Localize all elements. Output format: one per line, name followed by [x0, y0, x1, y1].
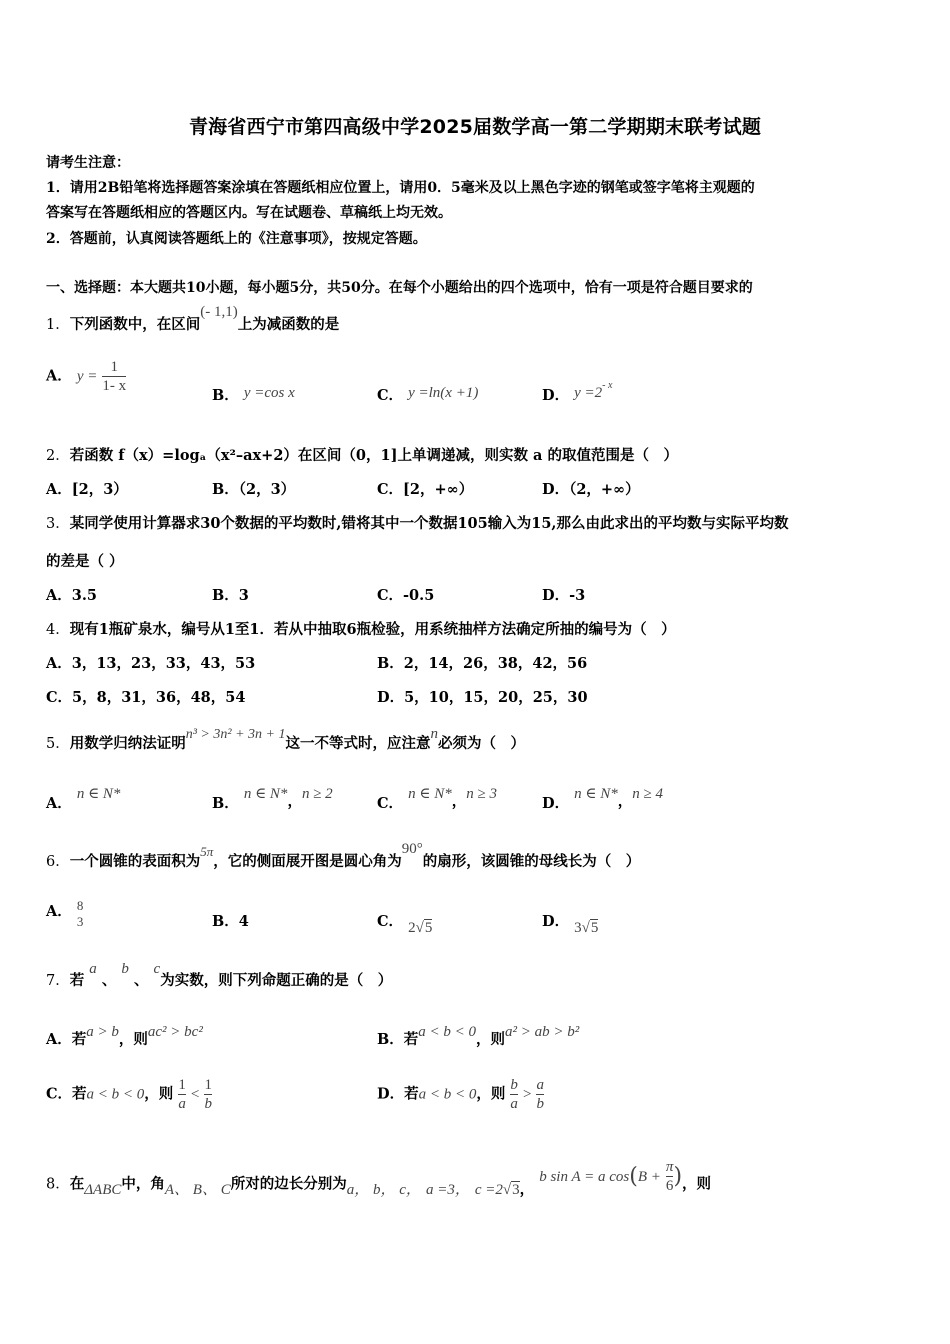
- question-text: 必须为（ ）: [437, 735, 525, 752]
- option-label: D．: [542, 795, 570, 812]
- variable-n: n: [430, 726, 438, 742]
- option-math: n ∈ N*: [76, 786, 121, 802]
- question-3: [46, 512, 788, 533]
- side-a-math: a =3，: [425, 1181, 470, 1198]
- option-label: D．: [542, 387, 570, 404]
- option-label: A．: [46, 367, 72, 385]
- question-4: [46, 618, 676, 639]
- option-label: B．: [212, 387, 239, 404]
- question-text: ，则: [682, 1175, 712, 1193]
- denominator: a: [178, 1096, 186, 1112]
- separator: ，: [287, 793, 302, 810]
- page-title: 青海省西宁市第四高级中学2025届数学高一第二学期期末联考试题: [188, 116, 762, 138]
- option-label: C．若: [46, 1085, 87, 1103]
- exponent: - x: [602, 380, 613, 392]
- question-8: 8．在ΔABC中，角A、 B、 C所对的边长分别为a， b， c， a =3， c =2√3， b sin A = a cos(B + $\frac{\pi}{6}$ )，则: [46, 1159, 712, 1198]
- option-math: n ≥ 2: [301, 786, 333, 802]
- section-heading: 一、选择题：本大题共10小题，每小题5分，共50分。在每个小题给出的四个选项中，恰有一项是符合题目要求的: [46, 280, 753, 296]
- question-6: [46, 841, 641, 871]
- q3-option-b: B．3: [212, 587, 249, 604]
- question-7: [46, 961, 393, 990]
- notes-item-1-line-1: 1．请用2B铅笔将选择题答案涂填在答题纸相应位置上，请用0．5毫米及以上黑色字迹的钢笔或签字笔将主观题的: [46, 180, 755, 196]
- q6-option-a: [46, 898, 83, 930]
- fraction: [536, 1076, 544, 1113]
- option-label: C．: [377, 795, 404, 812]
- q6-option-c: C． 2√5: [377, 913, 433, 936]
- fraction: [510, 1076, 518, 1113]
- option-math: n ≥ 4: [632, 786, 663, 802]
- option-text: ，则: [476, 1031, 506, 1048]
- option-label: A．若: [46, 1031, 87, 1048]
- question-text: 的扇形，该圆锥的母线长为（ ）: [422, 853, 641, 870]
- question-text: 一个圆锥的表面积为: [69, 853, 201, 870]
- option-math: y =cos x: [243, 385, 295, 401]
- question-text: 这一不等式时，应注意: [285, 735, 431, 752]
- option-math: n ∈ N*: [408, 786, 452, 802]
- denominator: a: [510, 1096, 518, 1112]
- question-number: 1．: [46, 317, 70, 333]
- equation-math: b sin A = a cos: [539, 1168, 630, 1185]
- option-math: y =ln(x +1): [408, 385, 479, 401]
- interval-math: (- 1,1): [200, 304, 238, 320]
- option-math: y =2: [574, 385, 603, 401]
- numerator: b: [510, 1077, 518, 1093]
- question-3-line-2: 的差是（ ）: [46, 553, 124, 570]
- numerator: 1: [178, 1077, 186, 1093]
- q4-option-d: D．5，10，15，20，25，30: [377, 689, 588, 706]
- triangle-math: ΔABC: [84, 1181, 122, 1198]
- q2-option-b: B．（2，3）: [212, 481, 296, 498]
- question-text: 下列函数中，在区间: [69, 316, 201, 333]
- notes-item-1-line-2: 答案写在答题纸相应的答题区内。写在试题卷、草稿纸上均无效。: [46, 205, 452, 221]
- question-number: 4．: [46, 622, 70, 638]
- sides-math: a， b， c，: [346, 1181, 421, 1198]
- option-text: ，则: [144, 1085, 174, 1103]
- question-text: 现有1瓶矿泉水，编号从1至1．若从中抽取6瓶检验，用系统抽样方法确定所抽的编号为（ ）: [69, 621, 676, 638]
- option-label: C．: [377, 387, 404, 404]
- question-text: 某同学使用计算器求30个数据的平均数时,错将其中一个数据105输入为15,那么由此求出的平均数与实际平均数: [69, 515, 789, 532]
- question-number: 8．: [46, 1176, 70, 1193]
- option-label: C．: [377, 913, 404, 930]
- condition-math: a < b < 0: [418, 1086, 477, 1103]
- numerator: a: [536, 1077, 544, 1093]
- result-math: ac² > bc²: [147, 1024, 203, 1040]
- question-text: 用数学归纳法证明: [69, 735, 186, 752]
- option-math: y =: [76, 368, 98, 385]
- question-text: 上为减函数的是: [237, 316, 340, 333]
- variable-a: a: [89, 961, 97, 977]
- radicand: 3: [512, 1181, 520, 1198]
- q7-option-a: [46, 1024, 203, 1049]
- q7-option-c: [46, 1076, 212, 1113]
- q6-option-d: D． 3√5: [542, 913, 599, 936]
- inequality-math: n³ > 3n² + 3n + 1: [185, 727, 286, 742]
- question-text: 所对的边长分别为: [230, 1175, 347, 1193]
- option-label: D．若: [377, 1085, 419, 1103]
- condition-math: a < b < 0: [86, 1086, 145, 1103]
- relation: >: [522, 1086, 532, 1103]
- denominator: 6: [665, 1178, 674, 1194]
- numerator: 1: [110, 359, 119, 375]
- numerator: 8: [76, 898, 84, 913]
- result-math: a² > ab > b²: [505, 1024, 580, 1040]
- fraction: [77, 898, 84, 930]
- question-number: 3．: [46, 516, 70, 532]
- q4-option-b: B．2，14，26，38，42，56: [377, 655, 588, 672]
- condition-math: a < b < 0: [418, 1024, 477, 1040]
- separator: ，: [617, 793, 633, 810]
- variable-b: b: [121, 961, 129, 977]
- radicand: 5: [590, 920, 599, 936]
- question-number: 5．: [46, 736, 70, 752]
- question-number: 2．: [46, 448, 70, 464]
- q1-option-c: [377, 384, 478, 405]
- relation: <: [190, 1086, 200, 1103]
- separator: 、: [133, 972, 149, 989]
- q2-option-c: C．[2，+∞）: [377, 481, 474, 498]
- separator: ，: [451, 793, 467, 810]
- option-text: ，则: [476, 1085, 506, 1103]
- q7-option-d: [377, 1076, 544, 1113]
- separator: 、: [101, 972, 117, 989]
- denominator: b: [204, 1096, 212, 1112]
- q7-option-b: [377, 1024, 580, 1049]
- q6-option-b: B．4: [212, 913, 249, 930]
- q5-option-a: [46, 782, 121, 812]
- variable-c: c: [153, 961, 161, 977]
- q5-option-c: [377, 782, 497, 812]
- notes-header: 请考生注意：: [46, 155, 130, 171]
- question-number: 7．: [46, 973, 70, 989]
- numerator: 1: [204, 1077, 212, 1093]
- separator: ，: [519, 1180, 535, 1198]
- question-text: 中，角: [121, 1175, 165, 1193]
- option-label: D．: [542, 913, 570, 930]
- q5-option-d: [542, 782, 663, 812]
- option-label: B．: [212, 795, 239, 812]
- numerator: π: [665, 1159, 674, 1175]
- condition-math: a > b: [86, 1024, 119, 1040]
- option-math: n ∈ N*: [243, 786, 288, 802]
- fraction: [178, 1076, 186, 1113]
- side-c-math: c =2: [474, 1181, 503, 1198]
- q1-option-d: [542, 380, 613, 405]
- question-2: [46, 444, 678, 465]
- q3-option-d: D．-3: [542, 587, 586, 604]
- q5-option-b: [212, 782, 333, 812]
- radicand: 5: [424, 920, 433, 936]
- coefficient: 3: [574, 920, 582, 936]
- question-text: 为实数，则下列命题正确的是（ ）: [160, 972, 393, 989]
- question-text: 若: [69, 972, 85, 989]
- question-1: [46, 304, 340, 334]
- coefficient: 2: [408, 920, 416, 936]
- q4-option-a: A．3，13，23，33，43，53: [46, 655, 256, 672]
- equation-math: B +: [637, 1168, 661, 1185]
- question-text: 若函数 f（x）=logₐ（x²–ax+2）在区间（0，1]上单调递减，则实数 a 的取值范围是（ ）: [69, 447, 678, 464]
- area-math: 5π: [200, 844, 214, 859]
- q1-option-a: [46, 358, 126, 395]
- denominator: 1- x: [102, 378, 127, 394]
- question-number: 6．: [46, 854, 70, 870]
- question-text: 在: [69, 1175, 85, 1193]
- q3-option-c: C．-0.5: [377, 587, 435, 604]
- q2-option-d: D．（2，+∞）: [542, 481, 640, 498]
- denominator: 3: [76, 914, 84, 929]
- fraction: [204, 1076, 212, 1113]
- option-label: B．若: [377, 1031, 419, 1048]
- angle-math: 90°: [401, 841, 423, 857]
- question-5: [46, 726, 525, 753]
- denominator: b: [536, 1096, 544, 1112]
- option-label: A．: [46, 903, 72, 920]
- option-math: n ≥ 3: [466, 786, 497, 802]
- q3-option-a: A．3.5: [46, 587, 97, 604]
- q1-option-b: [212, 384, 295, 405]
- q4-option-c: C．5，8，31，36，48，54: [46, 689, 246, 706]
- question-text: ，它的侧面展开图是圆心角为: [213, 853, 402, 870]
- angles-math: A、 B、 C: [164, 1181, 231, 1198]
- fraction: [102, 358, 126, 395]
- option-math: n ∈ N*: [574, 786, 618, 802]
- option-label: A．: [46, 795, 72, 812]
- notes-item-2: 2．答题前，认真阅读答题纸上的《注意事项》，按规定答题。: [46, 231, 427, 247]
- q2-option-a: A．[2，3）: [46, 481, 128, 498]
- option-text: ，则: [118, 1031, 148, 1048]
